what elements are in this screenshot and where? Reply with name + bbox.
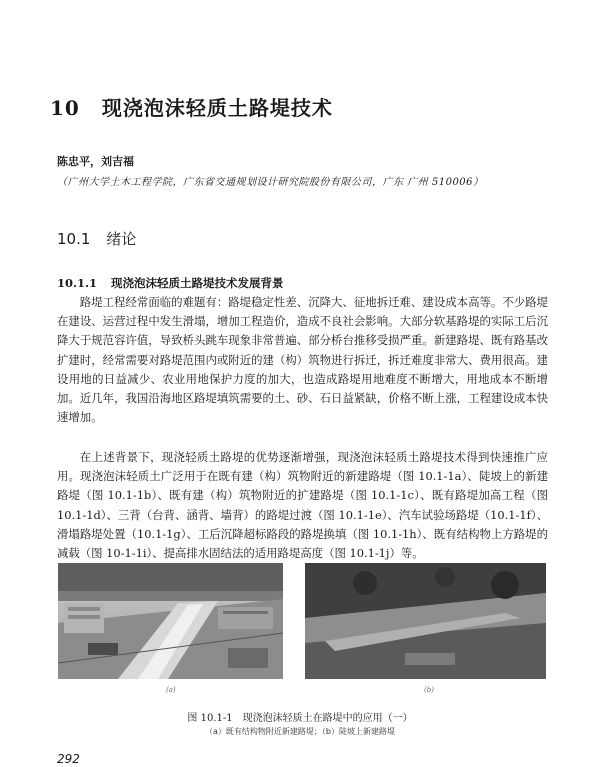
section-title: 绪论 — [106, 230, 137, 248]
figure-photo-a — [58, 563, 283, 679]
chapter-number: 10 — [50, 96, 80, 120]
subsection-heading — [57, 275, 284, 291]
paragraph-text: 路堤工程经常面临的难题有：路堤稳定性差、沉降大、征地拆迁难、建设成本高等。不少路堤在建设、运营过程中发生滑塌，增加工程造价，造成不良社会影响。大部分软基路堤的实际工后沉降大于规范容许值，导致桥头跳车现象非常普遍、部分桥台推移受损严重。新建路堤、既有路基改扩建时，经常需要对路堤范围内或附近的建（构）筑物进行拆迁，拆迁难度非常大、费用很高。建设用地的日益减少、农业用地保护力度的加大，也造成路堤用地难度不断增大，用地成本不断增加。近几年，我国沿海地区路堤填筑需要的土、砂、石日益紧缺，价格不断上涨，工程建设成本快速增加。 — [57, 295, 548, 425]
section-number: 10.1 — [57, 230, 91, 248]
figure-sublabel-b: (b) — [424, 686, 434, 694]
paragraph-text: 在上述背景下，现浇轻质土路堤的优势逐渐增强，现浇泡沫轻质土路堤技术得到快速推广应用。现浇泡沫轻质土广泛用于在既有建（构）筑物附近的新建路堤（图 10.1-1a）、陡坡上的新建路堤（图 10.1-1b）、既有建（构）筑物附近的扩建路堤（图 10.1-1c）、既有路堤加高工程（图 10.1-1d）、三背（台背、涵背、墙背）的路堤过渡（图 10.1-1e）、汽车试验场路堤（10.1-1f）、滑塌路堤处置（10.1-1g）、工后沉降超标路段的路堤换填（图 10.1-1h）、既有结构物上方路堤的减载（图 10-1-1i）、提高排水固结法的适用路堤高度（图 10.1-1j）等。 — [57, 450, 548, 561]
figure-caption-number: 图 10.1-1 — [187, 713, 233, 724]
section-heading — [57, 228, 136, 249]
figure-photo-b — [305, 563, 546, 679]
page-number: 292 — [57, 752, 80, 766]
author-affiliation: （广州大学土木工程学院，广东省交通规划设计研究院股份有限公司，广东 广州 510006） — [57, 177, 484, 188]
body-paragraph-2 — [57, 448, 548, 563]
chapter-heading — [50, 92, 333, 121]
figure-subcaption: （a）既有结构物附近新建路堤；（b）陡坡上新建路堤 — [205, 727, 395, 736]
figure-caption-title: 现浇泡沫轻质土在路堤中的应用（一） — [242, 713, 413, 724]
body-paragraph-1 — [57, 293, 548, 427]
subsection-number: 10.1.1 — [57, 276, 98, 290]
chapter-title: 现浇泡沫轻质土路堤技术 — [101, 96, 333, 120]
subsection-title: 现浇泡沫轻质土路堤技术发展背景 — [111, 276, 284, 290]
author-names: 陈忠平，刘吉福 — [57, 155, 134, 168]
figure-sublabel-a: (a) — [166, 686, 176, 694]
figure-caption — [0, 709, 600, 724]
